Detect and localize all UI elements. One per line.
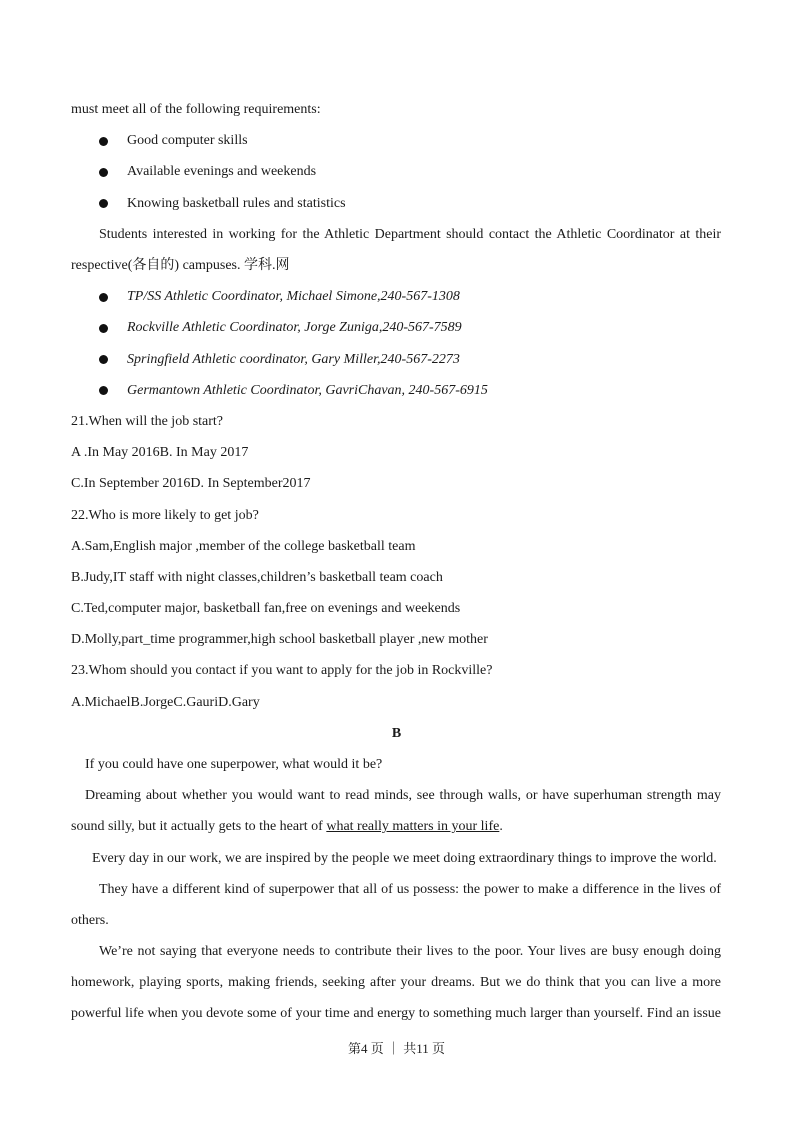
bullet-icon (99, 355, 108, 364)
page-footer: 第4 页 ｜ 共11 页 (347, 1041, 446, 1056)
text: . (499, 819, 503, 834)
requirement-item: Good computer skills (127, 133, 248, 148)
paragraph-line: Dreaming about whether you would want to read minds, see through walls, or have superhuman strength may (85, 788, 721, 803)
coordinator-item: Rockville Athletic Coordinator, Jorge Zuniga,240-567-7589 (127, 320, 462, 335)
question-option: A.MichaelB.JorgeC.GauriD.Gary (71, 695, 260, 710)
requirement-item: Available evenings and weekends (127, 164, 317, 179)
bullet-icon (99, 324, 108, 333)
question-option: C.Ted,computer major, basketball fan,free on evenings and weekends (71, 601, 461, 616)
paragraph-line (71, 818, 503, 836)
paragraph-line: They have a different kind of superpower that all of us possess: the power to make a difference in the lives of (99, 882, 721, 897)
paragraph-line: others. (71, 913, 109, 928)
paragraph: If you could have one superpower, what would it be? (85, 757, 383, 772)
contact-paragraph-line1: Students interested in working for the Athletic Department should contact the Athletic Coordinator at their (99, 227, 721, 242)
paragraph-line: homework, playing sports, making friends, seeking after your dreams. But we do think that you can live a more (71, 975, 721, 990)
paragraph-line: We’re not saying that everyone needs to contribute their lives to the poor. Your lives are busy enough doing (99, 944, 721, 959)
question-23: 23.Whom should you contact if you want to apply for the job in Rockville? (71, 663, 493, 678)
question-22: 22.Who is more likely to get job? (71, 508, 259, 523)
paragraph: Every day in our work, we are inspired by the people we meet doing extraordinary things to improve the world. (92, 851, 717, 866)
question-21: 21.When will the job start? (71, 414, 224, 429)
paragraph-line: powerful life when you devote some of your time and energy to something much larger than yourself. Find an issue (71, 1006, 721, 1021)
bullet-icon (99, 199, 108, 208)
question-option: D.Molly,part_time programmer,high school basketball player ,new mother (71, 632, 488, 647)
underlined-phrase: what really matters in your life (326, 819, 500, 834)
coordinator-item: Germantown Athletic Coordinator, GavriChavan, 240-567-6915 (127, 383, 488, 398)
question-option: A .In May 2016B. In May 2017 (71, 445, 249, 460)
text: sound silly, but it actually gets to the heart of (71, 819, 327, 834)
section-heading: B (391, 726, 402, 741)
bullet-icon (99, 137, 108, 146)
question-option: A.Sam,English major ,member of the college basketball team (71, 539, 416, 554)
question-option: C.In September 2016D. In September2017 (71, 476, 311, 491)
question-option: B.Judy,IT staff with night classes,children’s basketball team coach (71, 570, 443, 585)
coordinator-item: Springfield Athletic coordinator, Gary Miller,240-567-2273 (127, 352, 460, 367)
contact-paragraph-line2: respective(各自的) campuses. 学科.网 (71, 258, 290, 273)
bullet-icon (99, 168, 108, 177)
coordinator-item: TP/SS Athletic Coordinator, Michael Simone,240-567-1308 (127, 289, 460, 304)
bullet-icon (99, 293, 108, 302)
intro-line: must meet all of the following requirements: (71, 102, 321, 117)
requirement-item: Knowing basketball rules and statistics (127, 196, 346, 211)
bullet-icon (99, 386, 108, 395)
